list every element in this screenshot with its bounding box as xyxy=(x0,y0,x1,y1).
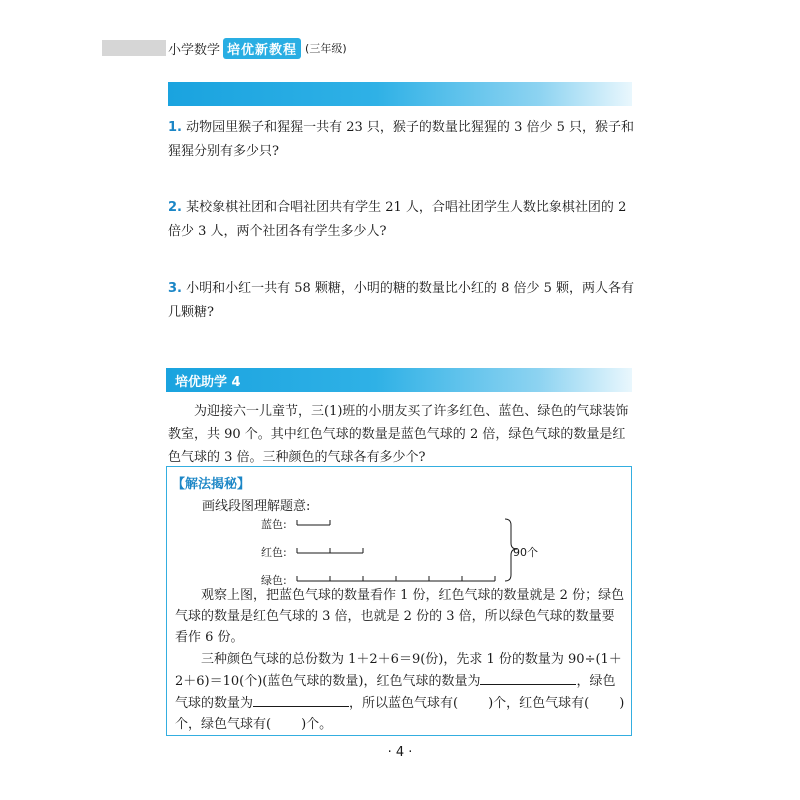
problem-2 xyxy=(168,196,634,244)
solution-text: )个，绿色气球有( xyxy=(175,696,625,732)
diagram-brace xyxy=(505,519,517,581)
answer-blank-green[interactable] xyxy=(253,692,349,707)
page-header xyxy=(168,38,347,58)
solution-text: 三种颜色气球的总份数为 1＋2＋6＝9(份)，先求 1 份的数量为 90÷(1＋2＋6)＝10(个)(蓝色气球的数量)，红色气球的数量为 xyxy=(175,652,622,689)
solution-text: )个。 xyxy=(301,717,333,732)
problem-text: 某校象棋社团和合唱社团共有学生 21 人，合唱社团学生人数比象棋社团的 2 倍少 3 人，两个社团各有学生多少人? xyxy=(168,200,627,239)
problem-text: 动物园里猴子和猩猩一共有 23 只，猴子的数量比猩猩的 3 倍少 5 只，猴子和猩猩分别有多少只? xyxy=(168,120,635,159)
header-series-badge: 培优新教程 xyxy=(223,38,301,59)
diagram-red-label: 红色: xyxy=(261,546,287,559)
solution-instruction: 画线段图理解题意: xyxy=(202,499,311,514)
diagram-green-segment xyxy=(297,576,495,581)
diagram-blue-label: 蓝色: xyxy=(261,518,287,531)
header-book-title: 小学数学 xyxy=(168,42,221,58)
problem-number: 1. xyxy=(168,120,182,135)
problem-number: 2. xyxy=(168,200,182,215)
problem-3 xyxy=(168,277,634,325)
problem-number: 3. xyxy=(168,281,182,296)
problem-1 xyxy=(168,116,634,164)
line-segment-diagram xyxy=(167,467,631,597)
section-header-band xyxy=(166,368,632,392)
diagram-red-segment xyxy=(297,548,363,553)
section-intro: 为迎接六一儿童节，三(1)班的小朋友买了许多红色、蓝色、绿色的气球装饰教室，共 90 个。其中红色气球的数量是蓝色气球的 2 倍，绿色气球的数量是红色气球的 3 倍。三种颜色的气球各有多少个? xyxy=(168,404,629,465)
problem-text: 小明和小红一共有 58 颗糖，小明的糖的数量比小红的 8 倍少 5 颗，两人各有几颗糖? xyxy=(168,281,635,320)
diagram-blue-segment xyxy=(297,520,330,525)
diagram-total-label: 90个 xyxy=(513,546,538,559)
section-title: 培优助学 4 xyxy=(175,375,241,390)
header-grade: (三年级) xyxy=(305,42,347,55)
diagram-green-label: 绿色: xyxy=(261,574,287,587)
top-decorative-band xyxy=(168,82,632,106)
solution-paragraph-2 xyxy=(175,649,627,735)
solution-text: ，绿色气球的数量为 xyxy=(175,674,616,711)
solution-text: )个，红色气球有( xyxy=(488,696,590,711)
solution-paragraph-1: 观察上图，把蓝色气球的数量看作 1 份，红色气球的数量就是 2 份；绿色气球的数量是红色气球的 3 倍，也就是 2 份的 3 倍，所以绿色气球的数量要看作 6 份。 xyxy=(175,588,625,645)
solution-title: 【解法揭秘】 xyxy=(172,477,251,492)
answer-blank-red[interactable] xyxy=(480,670,576,685)
solution-box xyxy=(166,466,632,736)
header-gray-bar xyxy=(102,40,166,56)
page-number: · 4 · xyxy=(387,745,413,760)
solution-text: ，所以蓝色气球有( xyxy=(349,696,459,711)
